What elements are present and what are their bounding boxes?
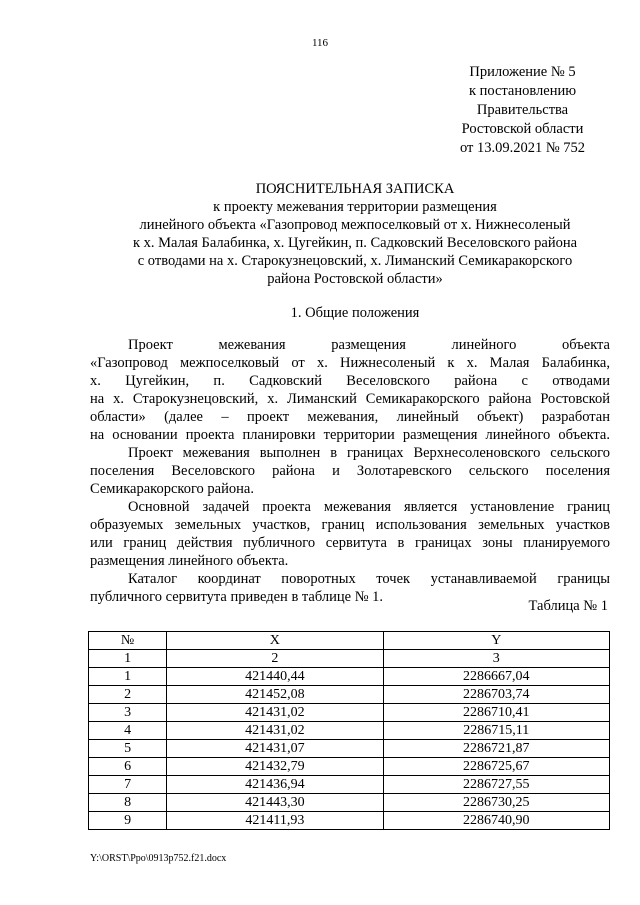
paragraph-line: Проект межевания выполнен в границах Верхнесоленовского сельского bbox=[128, 445, 610, 461]
appendix-line: Ростовской области bbox=[461, 121, 584, 137]
appendix-line: от 13.09.2021 № 752 bbox=[459, 140, 586, 156]
table-row bbox=[89, 776, 610, 794]
table-cell-x: 421431,02 bbox=[167, 704, 383, 722]
paragraph-line: Основной задачей проекта межевания является установление границ bbox=[128, 499, 610, 515]
table-cell-y: 2286727,55 bbox=[383, 776, 609, 794]
paragraph-line: Проект межевания размещения линейного объекта bbox=[128, 337, 610, 353]
column-number-cell: 2 bbox=[167, 650, 383, 668]
table-cell-x: 421431,07 bbox=[167, 740, 383, 758]
table-cell-x: 421436,94 bbox=[167, 776, 383, 794]
table-row bbox=[89, 704, 610, 722]
table-row bbox=[89, 758, 610, 776]
table-cell-number: 1 bbox=[89, 668, 167, 686]
body-text bbox=[90, 336, 610, 606]
column-number-cell: 1 bbox=[89, 650, 167, 668]
table-cell-x: 421411,93 bbox=[167, 812, 383, 830]
table-row bbox=[89, 722, 610, 740]
paragraph-2 bbox=[90, 444, 610, 498]
appendix-line: Правительства bbox=[476, 102, 569, 118]
paragraph-line: размещения линейного объекта. bbox=[90, 553, 289, 569]
title-heading: ПОЯСНИТЕЛЬНАЯ ЗАПИСКА bbox=[255, 181, 455, 197]
title-line: с отводами на х. Старокузнецовский, х. Лиманский Семикаракорского bbox=[137, 253, 573, 269]
header-x: X bbox=[167, 632, 383, 650]
document-title bbox=[95, 180, 615, 288]
paragraph-line: Семикаракорского района. bbox=[90, 481, 254, 497]
table-cell-y: 2286710,41 bbox=[383, 704, 609, 722]
paragraph-line: или границ действия публичного сервитута в границах зоны планируемого bbox=[90, 535, 610, 551]
table-cell-number: 9 bbox=[89, 812, 167, 830]
table-cell-number: 8 bbox=[89, 794, 167, 812]
table-cell-y: 2286703,74 bbox=[383, 686, 609, 704]
table-cell-y: 2286725,67 bbox=[383, 758, 609, 776]
table-cell-y: 2286740,90 bbox=[383, 812, 609, 830]
table-row bbox=[89, 812, 610, 830]
page-number: 116 bbox=[311, 37, 329, 49]
paragraph-1 bbox=[90, 336, 610, 444]
title-line: к проекту межевания территории размещения bbox=[213, 199, 497, 215]
title-line: линейного объекта «Газопровод межпоселковый от х. Нижнесоленый bbox=[139, 217, 571, 233]
paragraph-3 bbox=[90, 498, 610, 570]
title-line: к х. Малая Балабинка, х. Цугейкин, п. Садковский Веселовского района bbox=[132, 235, 578, 251]
appendix-block bbox=[440, 63, 605, 158]
table-cell-x: 421440,44 bbox=[167, 668, 383, 686]
paragraph-line: образуемых земельных участков, границ использования земельных участков bbox=[90, 517, 610, 533]
paragraph-line: на основании проекта планировки территории размещения линейного объекта. bbox=[90, 427, 610, 443]
paragraph-line: поселения Веселовского района и Золотаревского сельского поселения bbox=[90, 463, 610, 479]
table-cell-number: 3 bbox=[89, 704, 167, 722]
table-cell-x: 421432,79 bbox=[167, 758, 383, 776]
title-line: района Ростовской области» bbox=[267, 271, 443, 287]
table-row bbox=[89, 668, 610, 686]
section-heading: 1. Общие положения bbox=[290, 305, 420, 321]
table-cell-number: 5 bbox=[89, 740, 167, 758]
paragraph-line: публичного сервитута приведен в таблице № 1. bbox=[90, 589, 384, 605]
table-row bbox=[89, 740, 610, 758]
table-cell-x: 421452,08 bbox=[167, 686, 383, 704]
paragraph-line: «Газопровод межпоселковый от х. Нижнесоленый к х. Малая Балабинка, bbox=[90, 355, 610, 371]
appendix-line: Приложение № 5 bbox=[469, 64, 576, 80]
table-cell-number: 4 bbox=[89, 722, 167, 740]
table-caption: Таблица № 1 bbox=[528, 598, 608, 614]
table-cell-y: 2286715,11 bbox=[383, 722, 609, 740]
table-cell-number: 2 bbox=[89, 686, 167, 704]
table-cell-x: 421443,30 bbox=[167, 794, 383, 812]
table-cell-number: 6 bbox=[89, 758, 167, 776]
coordinates-table bbox=[88, 631, 610, 830]
table-column-number-row bbox=[89, 650, 610, 668]
table-header-row bbox=[89, 632, 610, 650]
table-cell-y: 2286667,04 bbox=[383, 668, 609, 686]
header-y: Y bbox=[383, 632, 609, 650]
table-cell-x: 421431,02 bbox=[167, 722, 383, 740]
paragraph-line: х. Цугейкин, п. Садковский Веселовского района с отводами bbox=[90, 373, 610, 389]
table-row bbox=[89, 686, 610, 704]
paragraph-line: на х. Старокузнецовский, х. Лиманский Семикаракорского района Ростовской bbox=[90, 391, 610, 407]
header-number: № bbox=[89, 632, 167, 650]
appendix-line: к постановлению bbox=[468, 83, 577, 99]
table-cell-number: 7 bbox=[89, 776, 167, 794]
file-path-footer: Y:\ORST\Ppo\0913p752.f21.docx bbox=[90, 853, 227, 864]
paragraph-line: Каталог координат поворотных точек устанавливаемой границы bbox=[128, 571, 610, 587]
paragraph-line: области» (далее – проект межевания, линейный объект) разработан bbox=[90, 409, 610, 425]
table-cell-y: 2286721,87 bbox=[383, 740, 609, 758]
column-number-cell: 3 bbox=[383, 650, 609, 668]
table-row bbox=[89, 794, 610, 812]
table-cell-y: 2286730,25 bbox=[383, 794, 609, 812]
